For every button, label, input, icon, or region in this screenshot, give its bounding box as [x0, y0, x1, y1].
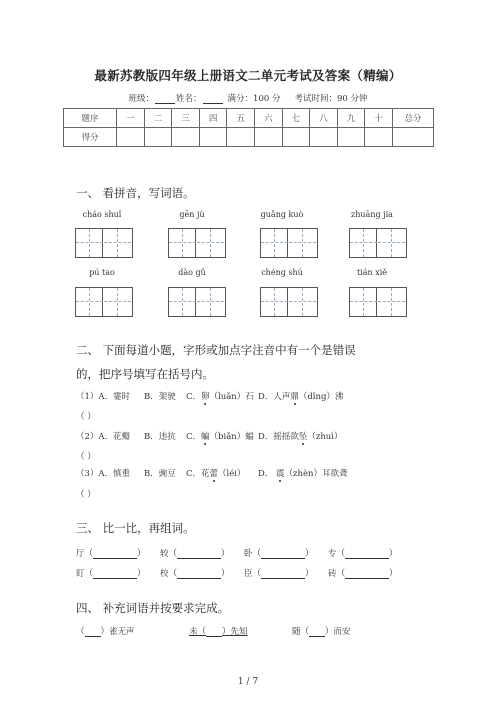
score-cell[interactable]	[144, 128, 172, 147]
header-cell: 五	[227, 109, 255, 128]
header-cell: 九	[337, 109, 365, 128]
header-cell: 八	[310, 109, 338, 128]
writing-grid[interactable]	[349, 287, 407, 317]
name-blank	[203, 94, 223, 104]
answer-paren[interactable]: （ ）	[76, 490, 96, 500]
score-cell[interactable]	[282, 128, 310, 147]
question-2: （2）A．花瓣 B．违抗 C．蝙（biǎn）蝠 D．摇摇欲坠（zhuì）	[76, 432, 343, 442]
writing-grid[interactable]	[168, 228, 226, 258]
writing-grid[interactable]	[349, 228, 407, 258]
document-title: 最新苏教版四年级上册语文二单元考试及答案（精编）	[94, 68, 402, 83]
dotted-char: 震	[276, 469, 285, 479]
section3-heading: 三、 比一比，再组词。	[76, 521, 195, 535]
score-cell[interactable]	[117, 128, 145, 147]
pinyin-label: gēn jù	[179, 210, 205, 219]
class-blank	[155, 94, 175, 104]
pinyin-label: zhuāng jia	[351, 210, 393, 219]
score-cell[interactable]	[254, 128, 282, 147]
answer-blank[interactable]	[345, 549, 389, 559]
header-cell: 六	[254, 109, 282, 128]
answer-paren[interactable]: （ ）	[76, 412, 96, 422]
header-cell: 七	[282, 109, 310, 128]
header-cell: 三	[172, 109, 200, 128]
class-label: 班级：	[128, 94, 155, 104]
dotted-char: 卵	[201, 392, 210, 402]
pinyin-label: pú tao	[89, 268, 115, 277]
header-cell: 二	[144, 109, 172, 128]
header-cell: 总分	[393, 109, 434, 128]
score-table-score-row	[64, 128, 434, 147]
answer-blank[interactable]	[93, 569, 137, 579]
compare-row-2: 盯（ ） 校（ ） 臣（ ） 砖（ ）	[76, 569, 398, 579]
section1-heading: 一、 看拼音，写词语。	[76, 186, 195, 200]
header-cell: 四	[199, 109, 227, 128]
answer-blank[interactable]	[85, 627, 101, 637]
writing-grid[interactable]	[75, 287, 133, 317]
pinyin-label: cháo shuǐ	[82, 210, 122, 219]
writing-grid[interactable]	[75, 228, 133, 258]
pinyin-label: chéng shú	[261, 268, 303, 277]
compare-row-1: 厅（ ） 较（ ） 卧（ ） 专（ ）	[76, 549, 398, 559]
section4-heading: 四、 补充词语并按要求完成。	[76, 601, 230, 615]
question-1: （1）A．霎时 B．架驶 C．卵（luǎn）石 D．人声鼎（dǐng）沸	[76, 392, 344, 402]
answer-blank[interactable]	[177, 569, 221, 579]
dotted-char: 坠	[298, 432, 308, 442]
idiom-row: （ ）雀无声 未（ ）先知 随（ ）而安	[76, 627, 351, 637]
score-cell[interactable]	[310, 128, 338, 147]
score-table-header-row	[64, 109, 434, 128]
writing-grid[interactable]	[260, 287, 318, 317]
question-3: （3）A．慎重 B．豌豆 C．花蕾（léi） D． 震（zhèn）耳欲聋	[76, 469, 348, 479]
score-cell[interactable]	[172, 128, 200, 147]
exam-info-line	[0, 92, 496, 104]
score-cell[interactable]	[337, 128, 365, 147]
score-cell[interactable]	[199, 128, 227, 147]
answer-blank[interactable]	[309, 627, 325, 637]
score-cell[interactable]	[227, 128, 255, 147]
dotted-char: 蕾	[209, 469, 219, 479]
score-cell[interactable]	[393, 128, 434, 147]
answer-blank[interactable]	[206, 627, 222, 637]
answer-blank[interactable]	[261, 549, 305, 559]
answer-blank[interactable]	[345, 569, 389, 579]
score-table	[63, 108, 434, 147]
dotted-char: 鼎	[290, 392, 299, 402]
page-number: 1 / 7	[237, 677, 259, 687]
pinyin-label: dào gǔ	[178, 268, 206, 277]
header-cell: 一	[117, 109, 145, 128]
section2-heading-line1: 二、 下面每道小题，字形或加点字注音中有一个是错误	[76, 343, 356, 357]
header-cell: 题序	[64, 109, 117, 128]
dotted-char: 蝙	[201, 432, 210, 442]
header-cell: 十	[365, 109, 393, 128]
score-cell[interactable]	[365, 128, 393, 147]
pinyin-label: tián xiě	[356, 268, 388, 277]
answer-paren[interactable]: （ ）	[76, 452, 96, 462]
answer-blank[interactable]	[93, 549, 137, 559]
exam-time: 考试时间：90 分钟	[294, 94, 368, 104]
answer-blank[interactable]	[261, 569, 305, 579]
answer-blank[interactable]	[177, 549, 221, 559]
writing-grid[interactable]	[260, 228, 318, 258]
section2-heading-line2: 的，把序号填写在括号内。	[76, 367, 214, 381]
name-label: 姓名：	[176, 94, 202, 104]
pinyin-label: guǎng kuò	[260, 210, 304, 219]
row-label: 得分	[64, 128, 117, 147]
writing-grid[interactable]	[168, 287, 226, 317]
full-score: 满分：100 分	[227, 94, 281, 104]
